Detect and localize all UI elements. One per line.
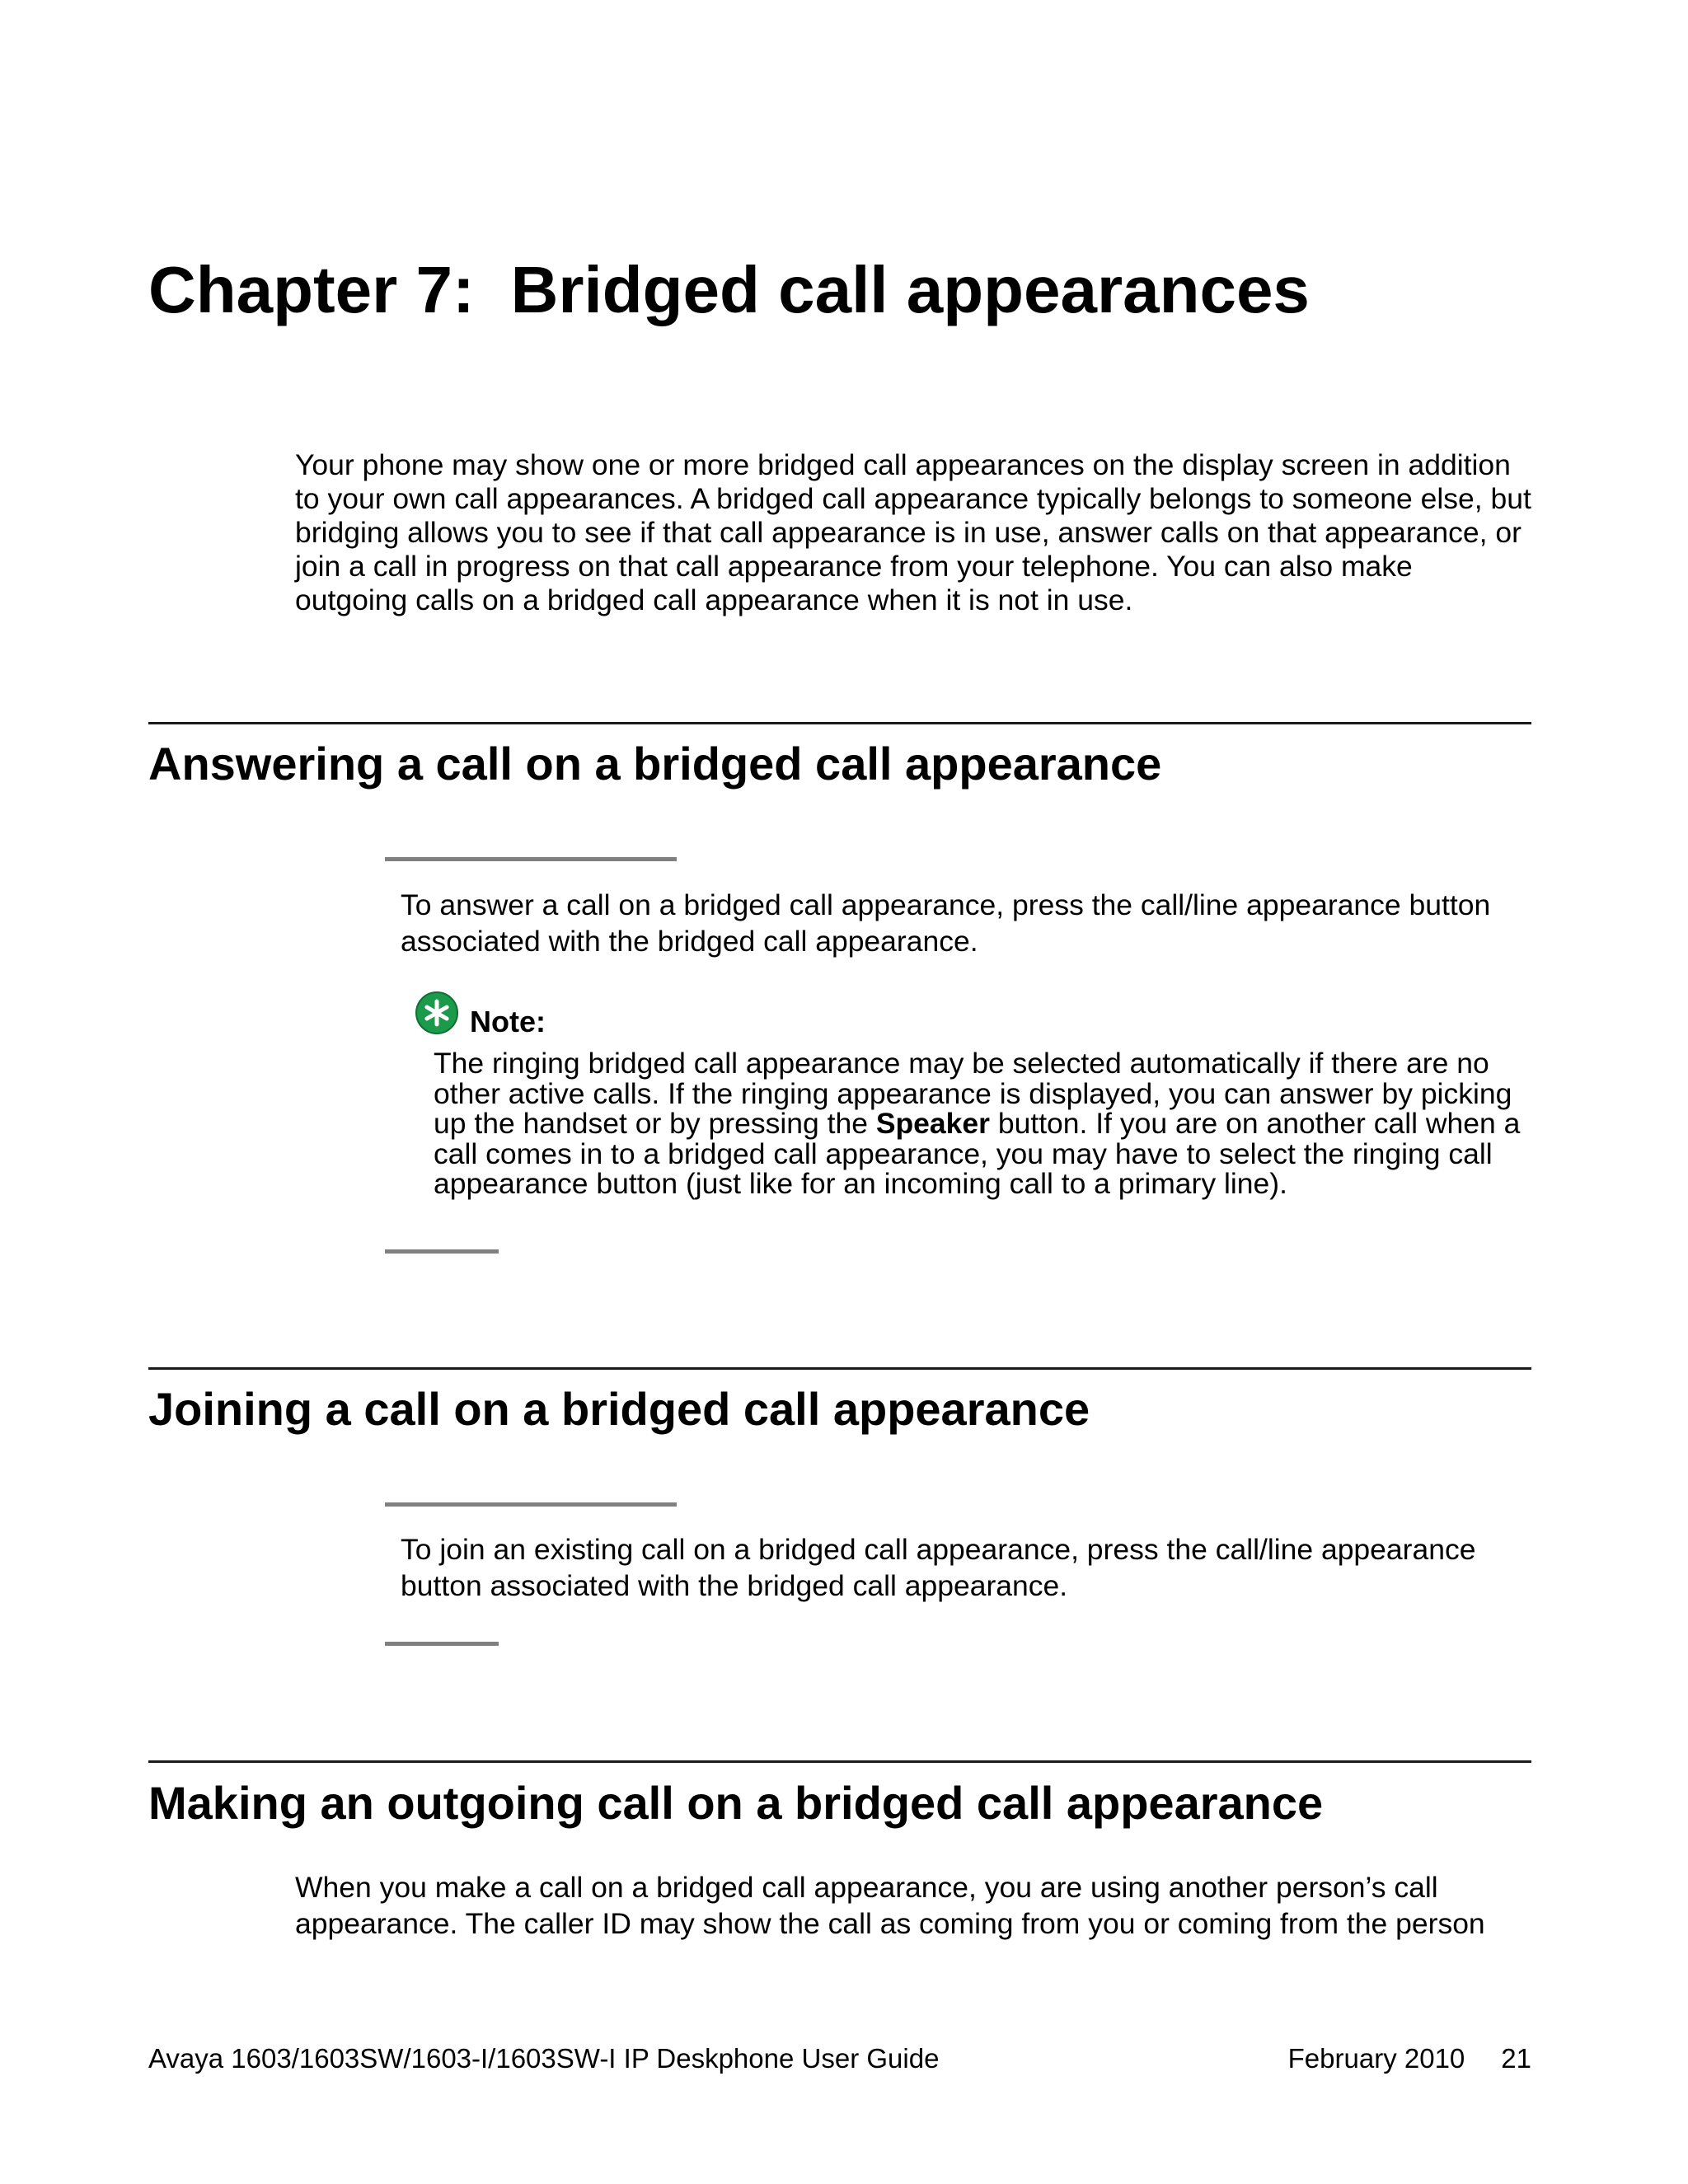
procedure-end-bar: [385, 1642, 499, 1646]
section-divider: [148, 1367, 1531, 1370]
intro-paragraph: Your phone may show one or more bridged call appearances on the display screen in addition to your own call appearances. A bridged call appearance typically belongs to someone else, but bridging allows you to see if that call appearance is in use, answer calls on that appearance, or join a call in progress on that call appearance from your telephone. You can also make outgoing calls on a bridged call appearance when it is not in use.: [295, 448, 1531, 616]
procedure-end-bar: [385, 1249, 499, 1254]
note-asterisk-icon: [415, 991, 458, 1034]
section-heading-answering: Answering a call on a bridged call appearance: [148, 738, 1162, 790]
note-text-after: button. If you are on another call when a call comes in to a bridged call appearance, you may have to select the ringing call appearance button (just like for an incoming call to a primary line).: [434, 1107, 1521, 1200]
footer-right: [1288, 2045, 1531, 2072]
answering-procedure: To answer a call on a bridged call appearance, press the call/line appearance button associated with the bridged call appearance.: [401, 888, 1491, 958]
note-text-bold: Speaker: [875, 1107, 990, 1140]
footer-guide-title: Avaya 1603/1603SW/1603-I/1603SW-I IP Deskphone User Guide: [148, 2043, 940, 2074]
chapter-title: [148, 253, 1310, 326]
procedure-start-bar: [385, 857, 677, 861]
note-label: Note:: [470, 1005, 546, 1038]
section-heading-outgoing: Making an outgoing call on a bridged call appearance: [148, 1777, 1324, 1829]
footer-date: February 2010: [1287, 2043, 1465, 2074]
note-text-before: The ringing bridged call appearance may be selected automatically if there are no other active calls. If the ringing appearance is displayed, you can answer by picking up the handset or by pressing the: [434, 1047, 1512, 1140]
chapter-label: Chapter 7:: [148, 253, 475, 326]
section-divider: [148, 722, 1531, 724]
note-text: [434, 1048, 1535, 1199]
procedure-start-bar: [385, 1502, 677, 1507]
chapter-name: Bridged call appearances: [510, 253, 1310, 326]
section-divider: [148, 1760, 1531, 1763]
outgoing-paragraph: When you make a call on a bridged call appearance, you are using another person’s call appearance. The caller ID may show the call as coming from you or coming from the person: [295, 1871, 1485, 1940]
section-heading-joining: Joining a call on a bridged call appearance: [148, 1383, 1090, 1435]
joining-procedure: To join an existing call on a bridged call appearance, press the call/line appearance button associated with the bridged call appearance.: [401, 1533, 1476, 1602]
page-number: 21: [1501, 2043, 1531, 2074]
